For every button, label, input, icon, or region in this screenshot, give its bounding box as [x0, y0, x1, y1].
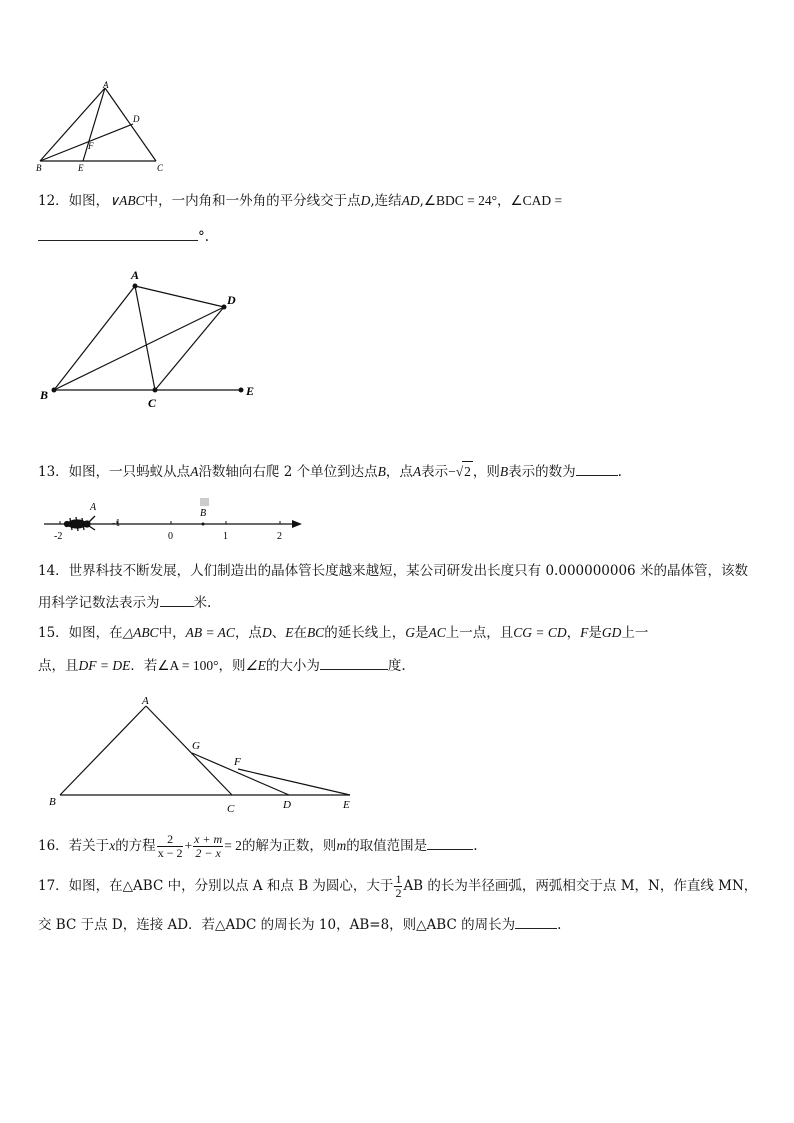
answer-blank-13[interactable]: [576, 461, 618, 476]
point-A-label: A: [90, 502, 97, 513]
label-E: E: [343, 799, 350, 811]
label-C: C: [148, 396, 157, 410]
point-B-label: B: [200, 508, 207, 519]
figure-q11: [30, 78, 180, 178]
question-13: 13．如图，一只蚂蚁从点A沿数轴向右爬 2 个单位到达点B，点A表示−√2 ，则B表示的数为 .: [38, 461, 622, 482]
label-B: B: [36, 163, 42, 173]
question-15-line1: 15．如图，在△ABC中，AB = AC，点D、E在BC的延长线上，G是AC上一点，且CG = CD，F是GD上一: [38, 625, 649, 641]
tick-label: 1: [223, 531, 228, 542]
question-14-line1: 14．世界科技不断发展，人们制造出的晶体管长度越来越短，某公司研发出长度只有 0.000000006 米的晶体管，该数: [38, 563, 748, 579]
label-F: F: [234, 756, 241, 768]
question-12: 12．如图，∨ABC中，一内角和一外角的平分线交于点D,连结AD,∠BDC = 24°，∠CAD =: [38, 193, 563, 209]
label-A: A: [131, 268, 140, 282]
ant-icon: [65, 516, 96, 531]
label-E: E: [246, 384, 255, 398]
label-G: G: [192, 740, 200, 752]
question-14-line2: 用科学记数法表示为 米.: [38, 592, 211, 613]
answer-blank-17[interactable]: [515, 914, 557, 929]
question-16: 16．若关于x的方程 $\frac{2}{x - 2}$ + $\frac{x + m}{2 - x}$ = 2的解为正数，则m的取值范围是 .: [38, 832, 478, 860]
label-D: D: [283, 799, 291, 811]
question-15-line2: 点，且DF = DE．若∠A = 100°，则∠E的大小为 度.: [38, 655, 406, 676]
tick-label: 2: [277, 531, 282, 542]
question-12-answer: °.: [38, 226, 209, 247]
label-D: D: [227, 293, 236, 307]
answer-blank-14[interactable]: [160, 592, 194, 607]
label-C: C: [227, 803, 235, 815]
label-D: D: [133, 114, 140, 124]
question-17-line2: 交 BC 于点 D，连接 AD．若△ADC 的周长为 10，AB=8，则△ABC 的周长为 .: [38, 914, 561, 935]
label-B: B: [40, 388, 49, 402]
number-line-figure: [40, 494, 310, 544]
label-C: C: [157, 163, 164, 173]
answer-blank-15[interactable]: [320, 655, 388, 670]
question-17-line1: 17．如图，在△ABC 中，分别以点 A 和点 B 为圆心，大于 $\frac{1}{2}$ AB 的长为半径画弧，两弧相交于点 M，N，作直线 MN，: [38, 872, 758, 900]
tick-label: 0: [168, 531, 173, 542]
figure-q15: [40, 690, 370, 815]
answer-blank-16[interactable]: [427, 835, 473, 850]
answer-blank-12[interactable]: [38, 226, 198, 241]
label-A: A: [103, 80, 109, 90]
label-E: E: [78, 163, 84, 173]
label-A: A: [142, 695, 149, 707]
tick-label: -2: [54, 531, 63, 542]
figure-q12: [34, 264, 274, 414]
label-F: F: [88, 141, 94, 151]
tick-label: -1: [112, 518, 121, 529]
label-B: B: [49, 796, 56, 808]
